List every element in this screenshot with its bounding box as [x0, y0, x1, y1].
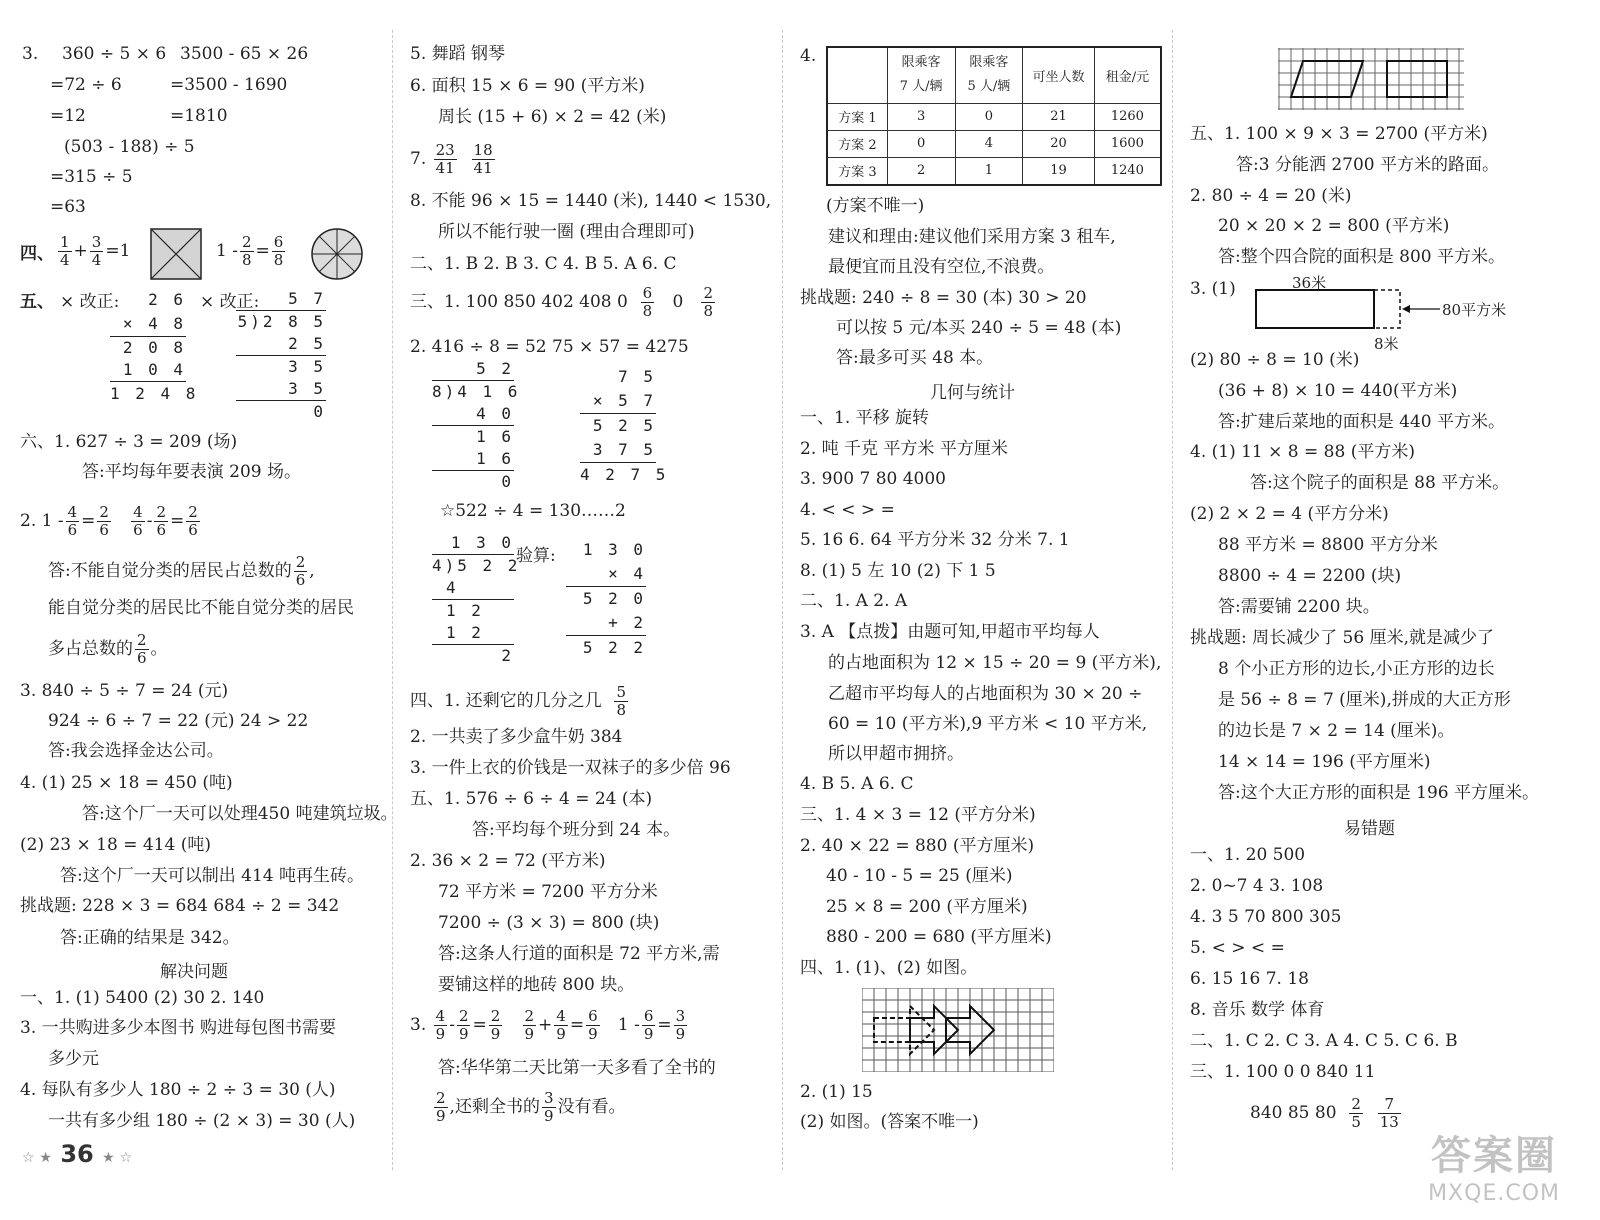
answer-line: 所以甲超市拥挤。: [828, 744, 964, 764]
answer-line: 2. 40 × 22 = 880 (平方厘米): [800, 836, 1035, 856]
answer-line: 3. (1): [1190, 279, 1236, 299]
answer-line: 二、1. A 2. A: [800, 591, 908, 611]
section-title: 易错题: [1344, 819, 1395, 839]
answer-line: 的边长是 7 × 2 = 14 (厘米)。: [1218, 721, 1455, 741]
column-divider: [782, 30, 783, 1170]
fraction: $\frac{2}{6}$: [188, 503, 198, 539]
vertical-check: 1 3 0 × 4 5 2 0 + 2 5 2 2: [566, 538, 646, 660]
answer-line: 一共有多少组 180 ÷ (2 × 3) = 30 (人): [48, 1111, 356, 1131]
answer-line: 可以按 5 元/本买 240 ÷ 5 = 48 (本): [836, 318, 1122, 338]
answer-line: 挑战题: 240 ÷ 8 = 30 (本) 30 > 20: [800, 288, 1087, 308]
answer-line: ☆522 ÷ 4 = 130……2: [440, 501, 626, 521]
answer-line: 挑战题: 228 × 3 = 684 684 ÷ 2 = 342: [20, 896, 340, 916]
fraction: $\frac{3}{9}$: [675, 1007, 686, 1043]
answer-line: 40 - 10 - 5 = 25 (厘米): [826, 866, 1013, 886]
star-icon: ☆ ★: [22, 1150, 52, 1166]
table-cell: 1260: [1094, 103, 1161, 130]
fraction-equation: 2. 1 - $\frac{4}{6}$ = $\frac{2}{6}$ $\frac{4}{6}$ - $\frac{2}{6}$ = $\frac{2}{6}$: [20, 503, 198, 539]
answer-line: 4. B 5. A 6. C: [800, 774, 914, 794]
answer-line: =315 ÷ 5: [50, 167, 133, 187]
table-cell: 3: [887, 103, 955, 130]
fraction: $\frac{2}{6}$: [156, 503, 166, 539]
fraction: $\frac{2}{6}$: [99, 503, 109, 539]
table-cell: 2: [887, 157, 955, 185]
answer-line: 能自觉分类的居民比不能自觉分类的居民: [48, 598, 354, 618]
table-cell: 0: [955, 103, 1023, 130]
answer-line: 14 × 14 = 196 (平方厘米): [1218, 752, 1431, 772]
question-number: 4.: [800, 46, 817, 66]
fraction: $\frac{6}{9}$: [643, 1007, 654, 1043]
table-cell: 21: [1023, 103, 1095, 130]
answer-line: 2. 80 ÷ 4 = 20 (米): [1190, 186, 1352, 206]
fraction: $\frac{2}{5}$: [1351, 1095, 1361, 1131]
answer-line: 所以不能行驶一圈 (理由合理即可): [438, 222, 695, 242]
answer-line: 4. (1) 25 × 18 = 450 (吨): [20, 773, 233, 793]
answer-line: 3. 一件上衣的价钱是一双袜子的多少倍 96: [410, 758, 731, 778]
table-cell: 方案 1: [827, 103, 887, 130]
vertical-multiplication: 7 5 × 5 7 5 2 5 3 7 5 4 2 7 5: [580, 367, 669, 484]
fraction: $\frac{2}{9}$: [458, 1007, 469, 1043]
answer-line: 6. 15 16 7. 18: [1190, 969, 1309, 989]
fraction: $\frac{6}{8}$: [273, 233, 284, 269]
answer-line: 多占总数的 $\frac{2}{6}$ 。: [48, 631, 168, 667]
column-divider: [392, 30, 393, 1170]
table-row: [827, 157, 1161, 185]
table-header-cell: 限乘客 7 人/辆: [887, 47, 955, 103]
fraction: $\frac{7}{13}$: [1379, 1095, 1399, 1131]
answer-line: 乙超市平均每人的占地面积为 30 × 20 ÷: [828, 684, 1143, 704]
answer-line: 五、1. 576 ÷ 6 ÷ 4 = 24 (本): [410, 789, 653, 809]
answer-line: 6. 面积 15 × 6 = 90 (平方米): [410, 76, 645, 96]
answer-line: 5. 16 6. 64 平方分米 32 分米 7. 1: [800, 530, 1070, 550]
answer-line: 周长 (15 + 6) × 2 = 42 (米): [438, 107, 667, 127]
table-cell: 1240: [1094, 157, 1161, 185]
answer-line: 三、1. 100 850 402 408 0 $\frac{6}{8}$ 0 $\frac{2}{8}$: [410, 284, 714, 320]
garden-diagram: [1254, 270, 1454, 352]
table-cell: 方案 3: [827, 157, 887, 185]
watermark-title: 答案圈: [1431, 1133, 1558, 1179]
answer-line: 四、1. 还剩它的几分之几 $\frac{5}{8}$: [410, 683, 626, 719]
answer-line: 多少元: [48, 1049, 99, 1069]
answer-line: 25 × 8 = 200 (平方厘米): [826, 897, 1028, 917]
correction-label: × 改正:: [60, 292, 120, 312]
fraction: $\frac{4}{9}$: [556, 1007, 566, 1043]
answer-line: (36 + 8) × 10 = 440(平方米): [1218, 381, 1458, 401]
answer-line: 88 平方米 = 8800 平方分米: [1218, 535, 1438, 555]
answer-line: 挑战题: 周长减少了 56 厘米,就是减少了: [1190, 628, 1494, 648]
watermark: [1428, 1124, 1560, 1206]
answer-line: 4. 每队有多少人 180 ÷ 2 ÷ 3 = 30 (人): [20, 1080, 336, 1100]
answer-line: 5. 舞蹈 钢琴: [410, 44, 506, 64]
answer-line: 3500 - 65 × 26: [180, 44, 309, 64]
grid-shapes-figure: [1278, 48, 1464, 110]
answer-line: 4. < < > =: [800, 500, 895, 520]
answer-line: 4. (1) 11 × 8 = 88 (平方米): [1190, 442, 1415, 462]
table-cell: 1: [955, 157, 1023, 185]
answer-line: 答:平均每年要表演 209 场。: [82, 462, 301, 482]
diagram-label: 36米: [1292, 274, 1327, 292]
answer-line: 答:扩建后菜地的面积是 440 平方米。: [1218, 412, 1505, 432]
long-division: 5 7 5)2 8 5 2 5 3 5 3 5 0: [237, 289, 326, 421]
watermark-url: MXQE.COM: [1428, 1181, 1560, 1206]
fraction: $\frac{4}{6}$: [67, 503, 78, 539]
answer-line: (2) 23 × 18 = 414 (吨): [20, 835, 211, 855]
answer-line: =63: [50, 197, 86, 217]
table-header-cell: 可坐人数: [1023, 47, 1095, 103]
answer-line: 五、1. 100 × 9 × 3 = 2700 (平方米): [1190, 124, 1488, 144]
section-title: 解决问题: [160, 962, 228, 982]
answer-line: 3. 840 ÷ 5 ÷ 7 = 24 (元): [20, 681, 229, 701]
answer-line: 答:这个大正方形的面积是 196 平方厘米。: [1218, 783, 1539, 803]
fraction: $\frac{18}{41}$: [473, 141, 493, 177]
answer-line: 答:华华第二天比第一天多看了全书的: [438, 1058, 716, 1078]
fraction-equation: $\frac{1}{4}$ + $\frac{3}{4}$ =1: [60, 233, 131, 269]
answer-line: 3. 900 7 80 4000: [800, 469, 946, 489]
answer-line: 答:不能自觉分类的居民占总数的 $\frac{2}{6}$ ,: [48, 553, 315, 589]
table-cell: 19: [1023, 157, 1095, 185]
answer-line: 答:平均每个班分到 24 本。: [472, 820, 681, 840]
fraction: $\frac{5}{8}$: [616, 683, 626, 719]
fraction: $\frac{6}{9}$: [588, 1007, 598, 1043]
answer-line: 四、1. (1)、(2) 如图。: [800, 958, 978, 978]
answer-line: 72 平方米 = 7200 平方分米: [438, 882, 658, 902]
answer-line: 2. 0~7 4 3. 108: [1190, 876, 1324, 896]
answer-line: 三、1. 100 0 0 840 11: [1190, 1062, 1376, 1082]
answer-line: 5. < > < =: [1190, 938, 1285, 958]
answer-line: 答:这条人行道的面积是 72 平方米,需: [438, 944, 720, 964]
answer-line: 一、1. 20 500: [1190, 845, 1306, 865]
answer-line: (2) 2 × 2 = 4 (平方分米): [1190, 504, 1389, 524]
answer-line: 二、1. B 2. B 3. C 4. B 5. A 6. C: [410, 254, 677, 274]
vertical-multiplication: 2 6 × 4 8 2 0 8 1 0 4 1 2 4 8: [110, 290, 199, 403]
answer-line: $\frac{2}{9}$ ,还剩全书的 $\frac{3}{9}$ 没有看。: [436, 1089, 626, 1125]
answer-line: 2. (1) 15: [800, 1082, 873, 1102]
answer-line: =1810: [170, 106, 228, 126]
table-header-cell: 限乘客 5 人/辆: [955, 47, 1023, 103]
long-division: 1 3 0 4)5 2 2 4 1 2 1 2 2: [432, 533, 521, 665]
answer-line: 答:3 分能洒 2700 平方米的路面。: [1236, 155, 1500, 175]
answer-line: 2. 一共卖了多少盒牛奶 384: [410, 727, 623, 747]
answer-line: (方案不唯一): [826, 196, 925, 216]
table-row: [827, 130, 1161, 157]
answer-line: 7. $\frac{23}{41}$ $\frac{18}{41}$: [410, 141, 493, 177]
answer-line: 一、1. (1) 5400 (2) 30 2. 140: [20, 988, 265, 1008]
answer-line: 答:整个四合院的面积是 800 平方米。: [1218, 247, 1505, 267]
table-cell: 4: [955, 130, 1023, 157]
fraction: $\frac{1}{4}$: [60, 233, 70, 269]
table-cell: 0: [887, 130, 955, 157]
table-header-cell: 租金/元: [1094, 47, 1161, 103]
answer-line: (2) 如图。(答案不唯一): [800, 1112, 979, 1132]
answer-line: 2. 416 ÷ 8 = 52 75 × 57 = 4275: [410, 337, 689, 357]
answer-line: 880 - 200 = 680 (平方厘米): [826, 927, 1052, 947]
answer-line: 答:这个厂一天可以制出 414 吨再生砖。: [60, 866, 364, 886]
answer-line: 3. 一共购进多少本图书 购进每包图书需要: [20, 1018, 337, 1038]
answer-line: 4. 3 5 70 800 305: [1190, 907, 1342, 927]
fraction: $\frac{3}{9}$: [543, 1089, 554, 1125]
answer-line: 答:需要铺 2200 块。: [1218, 597, 1380, 617]
table-header-cell: [827, 47, 887, 103]
table-cell: 20: [1023, 130, 1095, 157]
column-divider: [1172, 30, 1173, 1170]
fraction: $\frac{2}{9}$: [490, 1007, 501, 1043]
answer-line: 二、1. C 2. C 3. A 4. C 5. C 6. B: [1190, 1031, 1458, 1051]
answer-line: 924 ÷ 6 ÷ 7 = 22 (元) 24 > 22: [48, 711, 309, 731]
circle-eighths-figure: [310, 227, 364, 281]
answer-line: 60 = 10 (平方米),9 平方米 < 10 平方米,: [828, 714, 1148, 734]
answer-line: =12: [50, 106, 86, 126]
answer-line: 8. (1) 5 左 10 (2) 下 1 5: [800, 561, 996, 581]
answer-line: 2. 36 × 2 = 72 (平方米): [410, 851, 606, 871]
answer-line: 3. A 【点拨】由题可知,甲超市平均每人: [800, 622, 1100, 642]
answer-line: 8800 ÷ 4 = 2200 (块): [1218, 566, 1402, 586]
answer-line: 8. 不能 96 × 15 = 1440 (米), 1440 < 1530,: [410, 191, 772, 211]
fraction: $\frac{2}{8}$: [241, 233, 252, 269]
answer-line: 360 ÷ 5 × 6: [62, 44, 167, 64]
answer-line: 8 个小正方形的边长,小正方形的边长: [1218, 659, 1495, 679]
page-number: [22, 1140, 132, 1168]
answer-line: 7200 ÷ (3 × 3) = 800 (块): [438, 913, 660, 933]
answer-line: 答:我会选择金达公司。: [48, 741, 224, 761]
answer-line: 20 × 20 × 2 = 800 (平方米): [1218, 216, 1450, 236]
answer-line: 答:正确的结果是 342。: [60, 928, 240, 948]
star-icon: ★ ☆: [102, 1150, 133, 1166]
square-diagonals-figure: [150, 228, 202, 280]
answer-line: 最便宜而且没有空位,不浪费。: [828, 257, 1055, 277]
answer-line: (2) 80 ÷ 8 = 10 (米): [1190, 350, 1360, 370]
table-row: [827, 103, 1161, 130]
answer-line: 2. 吨 千克 平方米 平方厘米: [800, 439, 1008, 459]
section-label: 五、: [20, 292, 54, 312]
grid-arrow-figure: [862, 988, 1054, 1072]
fraction: $\frac{3}{4}$: [91, 233, 102, 269]
correction-label: × 改正:: [200, 292, 260, 312]
table-cell: 1600: [1094, 130, 1161, 157]
fraction-equation: 3. $\frac{4}{9}$ - $\frac{2}{9}$ = $\frac{2}{9}$ $\frac{2}{9}$ + $\frac{4}{9}$ = $\frac{6}{9}$ 1 - $\frac{6}{9}$ = $\frac{3}{9}$: [410, 1007, 686, 1043]
answer-line: 是 56 ÷ 8 = 7 (厘米),拼成的大正方形: [1218, 690, 1511, 710]
fraction: $\frac{2}{6}$: [137, 631, 147, 667]
answer-line: 建议和理由:建议他们采用方案 3 租车,: [828, 227, 1116, 247]
answer-line: 的占地面积为 12 × 15 ÷ 20 = 9 (平方米),: [828, 653, 1162, 673]
answer-line: 答:这个厂一天可以处理450 吨建筑垃圾。: [82, 804, 398, 824]
fraction: $\frac{2}{6}$: [295, 553, 306, 589]
answer-line: 三、1. 4 × 3 = 12 (平方分米): [800, 805, 1036, 825]
answer-line: 要铺这样的地砖 800 块。: [438, 975, 635, 995]
long-division: 5 2 8)4 1 6 4 0 1 6 1 6 0: [432, 359, 521, 491]
fraction: $\frac{2}{8}$: [703, 284, 714, 320]
answer-line: 答:最多可买 48 本。: [836, 348, 994, 368]
fraction: $\frac{4}{9}$: [435, 1007, 446, 1043]
section-title: 几何与统计: [930, 383, 1015, 403]
fraction-equation: 1 - $\frac{2}{8}$ = $\frac{6}{8}$: [216, 233, 284, 269]
check-label: 验算:: [516, 546, 556, 566]
table-cell: 方案 2: [827, 130, 887, 157]
answer-line: 8. 音乐 数学 体育: [1190, 1000, 1325, 1020]
fraction: $\frac{2}{9}$: [436, 1089, 446, 1125]
answer-line: 840 85 80 $\frac{2}{5}$ $\frac{7}{13}$: [1250, 1095, 1399, 1131]
answer-line: (503 - 188) ÷ 5: [64, 137, 195, 157]
answer-line: 3.: [22, 44, 39, 64]
answer-line: =72 ÷ 6: [50, 75, 122, 95]
fraction: $\frac{23}{41}$: [435, 141, 455, 177]
diagram-label: 80平方米: [1442, 301, 1507, 319]
diagram-label: 8米: [1374, 335, 1399, 353]
fraction: $\frac{6}{8}$: [642, 284, 653, 320]
answer-line: =3500 - 1690: [170, 75, 288, 95]
fraction: $\frac{4}{6}$: [133, 503, 143, 539]
answer-line: 答:这个院子的面积是 88 平方米。: [1250, 473, 1510, 493]
rental-plan-table: [826, 46, 1162, 186]
answer-line: 一、1. 平移 旋转: [800, 408, 930, 428]
answer-line: 六、1. 627 ÷ 3 = 209 (场): [20, 432, 238, 452]
fraction: $\frac{2}{9}$: [524, 1007, 535, 1043]
section-label: 四、: [20, 244, 54, 264]
page-number-text: 36: [60, 1140, 94, 1168]
